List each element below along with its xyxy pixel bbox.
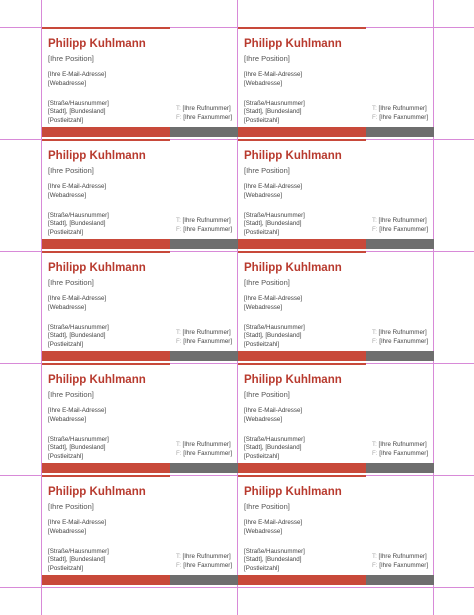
- fax-value[interactable]: [Ihre Faxnummer]: [379, 450, 429, 457]
- business-card[interactable]: [42, 475, 238, 587]
- card-email[interactable]: [Ihre E-Mail-Adresse]: [244, 519, 303, 526]
- card-zip[interactable]: [Postleitzahl]: [48, 229, 84, 236]
- card-phone[interactable]: [176, 217, 231, 224]
- card-position[interactable]: [Ihre Position]: [48, 278, 94, 287]
- fax-prefix: F:: [372, 338, 378, 345]
- business-card[interactable]: [42, 363, 238, 475]
- card-fax[interactable]: [372, 562, 428, 569]
- card-name[interactable]: Philipp Kuhlmann: [48, 262, 146, 274]
- card-position[interactable]: [Ihre Position]: [244, 278, 290, 287]
- phone-value[interactable]: [Ihre Rufnummer]: [378, 441, 427, 448]
- card-bottom-red-bar: [42, 575, 170, 585]
- fax-value[interactable]: [Ihre Faxnummer]: [379, 114, 429, 121]
- business-card[interactable]: [42, 251, 238, 363]
- fax-prefix: F:: [372, 226, 378, 233]
- card-phone[interactable]: [372, 553, 427, 560]
- card-bottom-red-bar: [238, 463, 366, 473]
- card-position[interactable]: [Ihre Position]: [48, 502, 94, 511]
- card-bottom-gray-bar: [170, 351, 238, 361]
- fax-prefix: F:: [372, 114, 378, 121]
- fax-value[interactable]: [Ihre Faxnummer]: [183, 114, 233, 121]
- card-position[interactable]: [Ihre Position]: [244, 502, 290, 511]
- card-zip[interactable]: [Postleitzahl]: [48, 565, 84, 572]
- business-card[interactable]: [238, 139, 434, 251]
- card-zip[interactable]: [Postleitzahl]: [244, 341, 280, 348]
- fax-value[interactable]: [Ihre Faxnummer]: [183, 338, 233, 345]
- card-street[interactable]: [Straße/Hausnummer]: [244, 212, 305, 219]
- card-email[interactable]: [Ihre E-Mail-Adresse]: [244, 295, 303, 302]
- card-bottom-red-bar: [238, 351, 366, 361]
- card-email[interactable]: [Ihre E-Mail-Adresse]: [48, 295, 107, 302]
- card-website[interactable]: [Webadresse]: [48, 304, 87, 311]
- card-position[interactable]: [Ihre Position]: [48, 54, 94, 63]
- card-street[interactable]: [Straße/Hausnummer]: [48, 548, 109, 555]
- card-email[interactable]: [Ihre E-Mail-Adresse]: [48, 71, 107, 78]
- card-street[interactable]: [Straße/Hausnummer]: [244, 100, 305, 107]
- card-phone[interactable]: [372, 329, 427, 336]
- card-email[interactable]: [Ihre E-Mail-Adresse]: [48, 407, 107, 414]
- card-fax[interactable]: [372, 114, 428, 121]
- business-card[interactable]: [42, 27, 238, 139]
- card-zip[interactable]: [Postleitzahl]: [244, 453, 280, 460]
- card-bottom-red-bar: [42, 239, 170, 249]
- phone-prefix: T:: [176, 217, 181, 224]
- phone-value[interactable]: [Ihre Rufnummer]: [182, 105, 231, 112]
- card-website[interactable]: [Webadresse]: [244, 80, 283, 87]
- card-name[interactable]: Philipp Kuhlmann: [48, 374, 146, 386]
- card-fax[interactable]: [176, 450, 232, 457]
- card-zip[interactable]: [Postleitzahl]: [48, 341, 84, 348]
- card-website[interactable]: [Webadresse]: [244, 416, 283, 423]
- phone-value[interactable]: [Ihre Rufnummer]: [378, 329, 427, 336]
- phone-prefix: T:: [372, 105, 377, 112]
- card-city[interactable]: [Stadt], [Bundesland]: [48, 108, 106, 115]
- card-position[interactable]: [Ihre Position]: [48, 390, 94, 399]
- card-bottom-gray-bar: [170, 463, 238, 473]
- card-street[interactable]: [Straße/Hausnummer]: [48, 324, 109, 331]
- card-fax[interactable]: [372, 226, 428, 233]
- card-email[interactable]: [Ihre E-Mail-Adresse]: [48, 519, 107, 526]
- card-phone[interactable]: [372, 105, 427, 112]
- card-fax[interactable]: [176, 226, 232, 233]
- card-phone[interactable]: [372, 441, 427, 448]
- phone-value[interactable]: [Ihre Rufnummer]: [182, 329, 231, 336]
- card-bottom-red-bar: [42, 127, 170, 137]
- fax-value[interactable]: [Ihre Faxnummer]: [379, 338, 429, 345]
- phone-prefix: T:: [372, 441, 377, 448]
- card-email[interactable]: [Ihre E-Mail-Adresse]: [244, 71, 303, 78]
- card-name[interactable]: Philipp Kuhlmann: [244, 38, 342, 50]
- card-website[interactable]: [Webadresse]: [48, 528, 87, 535]
- card-name[interactable]: Philipp Kuhlmann: [48, 38, 146, 50]
- fax-prefix: F:: [176, 338, 182, 345]
- fax-value[interactable]: [Ihre Faxnummer]: [183, 562, 233, 569]
- card-bottom-red-bar: [238, 239, 366, 249]
- business-card[interactable]: [42, 139, 238, 251]
- card-top-bar: [42, 139, 170, 141]
- phone-prefix: T:: [372, 553, 377, 560]
- card-email[interactable]: [Ihre E-Mail-Adresse]: [244, 183, 303, 190]
- card-bottom-gray-bar: [170, 575, 238, 585]
- card-city[interactable]: [Stadt], [Bundesland]: [244, 556, 302, 563]
- card-name[interactable]: Philipp Kuhlmann: [48, 486, 146, 498]
- card-fax[interactable]: [176, 338, 232, 345]
- card-zip[interactable]: [Postleitzahl]: [244, 229, 280, 236]
- card-name[interactable]: Philipp Kuhlmann: [244, 486, 342, 498]
- card-street[interactable]: [Straße/Hausnummer]: [48, 100, 109, 107]
- fax-value[interactable]: [Ihre Faxnummer]: [183, 450, 233, 457]
- card-top-bar: [42, 251, 170, 253]
- card-street[interactable]: [Straße/Hausnummer]: [48, 212, 109, 219]
- card-top-bar: [238, 475, 366, 477]
- fax-value[interactable]: [Ihre Faxnummer]: [183, 226, 233, 233]
- business-card[interactable]: [238, 27, 434, 139]
- card-website[interactable]: [Webadresse]: [48, 192, 87, 199]
- card-city[interactable]: [Stadt], [Bundesland]: [244, 444, 302, 451]
- card-website[interactable]: [Webadresse]: [48, 416, 87, 423]
- card-bottom-gray-bar: [170, 127, 238, 137]
- card-website[interactable]: [Webadresse]: [244, 304, 283, 311]
- phone-prefix: T:: [176, 441, 181, 448]
- card-website[interactable]: [Webadresse]: [244, 192, 283, 199]
- card-website[interactable]: [Webadresse]: [48, 80, 87, 87]
- phone-value[interactable]: [Ihre Rufnummer]: [378, 105, 427, 112]
- fax-prefix: F:: [176, 562, 182, 569]
- card-city[interactable]: [Stadt], [Bundesland]: [244, 220, 302, 227]
- guide-line: [0, 587, 474, 588]
- card-phone[interactable]: [176, 105, 231, 112]
- card-phone[interactable]: [372, 217, 427, 224]
- card-email[interactable]: [Ihre E-Mail-Adresse]: [48, 183, 107, 190]
- fax-prefix: F:: [176, 226, 182, 233]
- phone-value[interactable]: [Ihre Rufnummer]: [182, 217, 231, 224]
- card-bottom-gray-bar: [366, 351, 434, 361]
- card-fax[interactable]: [372, 450, 428, 457]
- card-top-bar: [238, 27, 366, 29]
- card-bottom-gray-bar: [366, 575, 434, 585]
- card-top-bar: [238, 363, 366, 365]
- card-position[interactable]: [Ihre Position]: [244, 54, 290, 63]
- card-name[interactable]: Philipp Kuhlmann: [48, 150, 146, 162]
- card-zip[interactable]: [Postleitzahl]: [48, 453, 84, 460]
- card-bottom-red-bar: [238, 575, 366, 585]
- card-zip[interactable]: [Postleitzahl]: [244, 565, 280, 572]
- fax-prefix: F:: [372, 562, 378, 569]
- card-position[interactable]: [Ihre Position]: [48, 166, 94, 175]
- card-bottom-gray-bar: [366, 127, 434, 137]
- card-street[interactable]: [Straße/Hausnummer]: [244, 548, 305, 555]
- phone-prefix: T:: [372, 217, 377, 224]
- card-top-bar: [238, 251, 366, 253]
- phone-value[interactable]: [Ihre Rufnummer]: [378, 217, 427, 224]
- card-street[interactable]: [Straße/Hausnummer]: [244, 436, 305, 443]
- fax-value[interactable]: [Ihre Faxnummer]: [379, 226, 429, 233]
- card-fax[interactable]: [176, 562, 232, 569]
- card-bottom-red-bar: [238, 127, 366, 137]
- fax-prefix: F:: [372, 450, 378, 457]
- business-card[interactable]: [238, 251, 434, 363]
- phone-prefix: T:: [176, 105, 181, 112]
- card-bottom-red-bar: [42, 463, 170, 473]
- phone-prefix: T:: [372, 329, 377, 336]
- card-bottom-gray-bar: [366, 239, 434, 249]
- card-zip[interactable]: [Postleitzahl]: [48, 117, 84, 124]
- card-city[interactable]: [Stadt], [Bundesland]: [244, 108, 302, 115]
- card-name[interactable]: Philipp Kuhlmann: [244, 150, 342, 162]
- card-street[interactable]: [Straße/Hausnummer]: [48, 436, 109, 443]
- card-phone[interactable]: [176, 553, 231, 560]
- card-city[interactable]: [Stadt], [Bundesland]: [48, 220, 106, 227]
- card-fax[interactable]: [176, 114, 232, 121]
- card-zip[interactable]: [Postleitzahl]: [244, 117, 280, 124]
- business-card[interactable]: [238, 363, 434, 475]
- card-bottom-gray-bar: [366, 463, 434, 473]
- card-website[interactable]: [Webadresse]: [244, 528, 283, 535]
- card-email[interactable]: [Ihre E-Mail-Adresse]: [244, 407, 303, 414]
- phone-prefix: T:: [176, 553, 181, 560]
- card-position[interactable]: [Ihre Position]: [244, 166, 290, 175]
- card-name[interactable]: Philipp Kuhlmann: [244, 374, 342, 386]
- card-name[interactable]: Philipp Kuhlmann: [244, 262, 342, 274]
- card-top-bar: [238, 139, 366, 141]
- phone-value[interactable]: [Ihre Rufnummer]: [378, 553, 427, 560]
- phone-prefix: T:: [176, 329, 181, 336]
- card-city[interactable]: [Stadt], [Bundesland]: [48, 444, 106, 451]
- business-card[interactable]: [238, 475, 434, 587]
- card-bottom-gray-bar: [170, 239, 238, 249]
- phone-value[interactable]: [Ihre Rufnummer]: [182, 441, 231, 448]
- card-top-bar: [42, 475, 170, 477]
- card-top-bar: [42, 27, 170, 29]
- card-city[interactable]: [Stadt], [Bundesland]: [48, 556, 106, 563]
- card-top-bar: [42, 363, 170, 365]
- card-fax[interactable]: [372, 338, 428, 345]
- card-phone[interactable]: [176, 441, 231, 448]
- card-city[interactable]: [Stadt], [Bundesland]: [48, 332, 106, 339]
- phone-value[interactable]: [Ihre Rufnummer]: [182, 553, 231, 560]
- card-position[interactable]: [Ihre Position]: [244, 390, 290, 399]
- card-bottom-red-bar: [42, 351, 170, 361]
- card-phone[interactable]: [176, 329, 231, 336]
- fax-prefix: F:: [176, 450, 182, 457]
- fax-value[interactable]: [Ihre Faxnummer]: [379, 562, 429, 569]
- card-city[interactable]: [Stadt], [Bundesland]: [244, 332, 302, 339]
- card-street[interactable]: [Straße/Hausnummer]: [244, 324, 305, 331]
- fax-prefix: F:: [176, 114, 182, 121]
